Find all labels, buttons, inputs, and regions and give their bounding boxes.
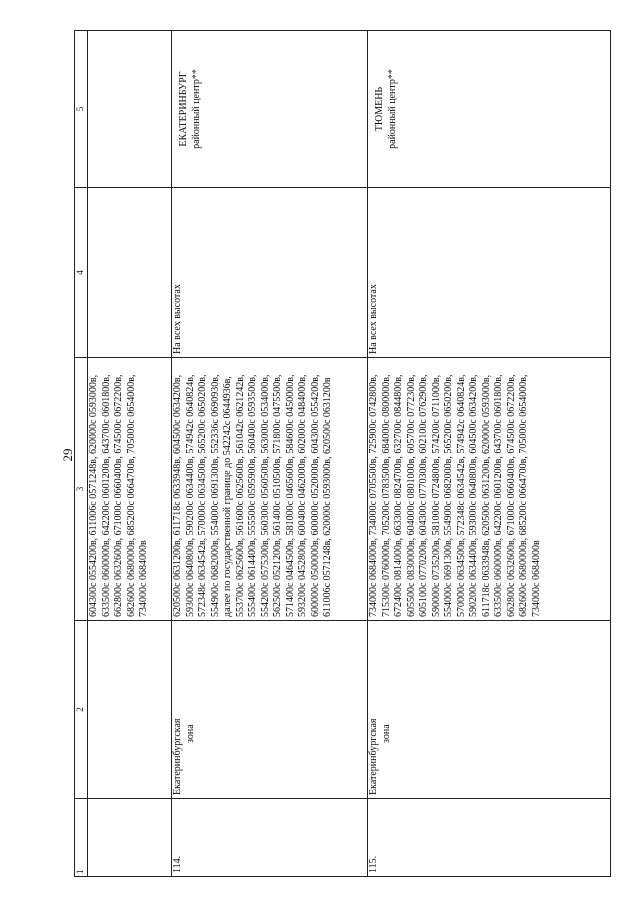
center-type: районный центр**	[190, 69, 202, 149]
zone-name-line: Екатеринбургская	[172, 718, 183, 795]
zone-name-line: зона	[380, 724, 392, 743]
altitude: На всех высотах	[172, 188, 368, 358]
district-center	[172, 31, 368, 188]
zone-name-line: зона	[184, 724, 196, 743]
coord-line: 662800с 0632600в, 671000с 0660400в, 674500с 0672200в,	[505, 374, 517, 617]
zone-boundary-coordinates	[172, 358, 368, 621]
coord-line: 604300с 0554200в, 611006с 0571248в, 620000с 0593000в,	[88, 374, 99, 617]
district-center	[368, 31, 611, 188]
table-row	[368, 31, 611, 877]
continuation-coordinates	[88, 358, 172, 621]
coord-line: 734000с 0684000в	[138, 540, 149, 617]
header-col-2: 2	[75, 621, 88, 799]
zone-name	[368, 621, 611, 799]
coord-line: 734000с 0684000в, 734000с 0705500в, 725900с 0742800в,	[368, 374, 379, 617]
header-col-4: 4	[75, 188, 88, 358]
coord-line: 590000с 0735200в, 581000с 0724800в, 574200с 0711000в,	[430, 374, 442, 617]
coord-line: 554900с 0682000в, 554000с 0691300в, 552336с 0690930в,	[209, 374, 221, 617]
coord-line: 553700с 0625600в, 561600с 0625600в, 561042с 0621242в,	[234, 374, 246, 617]
coord-line: 715300с 0760000в, 705200с 0783500в, 684000с 0800000в,	[380, 374, 392, 617]
coord-line: 605500с 0830000в, 604000с 0801000в, 605700с 0772300в,	[405, 374, 417, 617]
coord-line: 633500с 0600000в, 642200с 0601200в, 643700с 0601800в,	[100, 374, 112, 617]
coord-line: 590200с 0634400в, 593000с 0640800в, 604500с 0634200в,	[468, 374, 479, 617]
zone-name	[172, 621, 368, 799]
coord-line: 662800с 0632600в, 671000с 0660400в, 674500с 0672200в,	[113, 374, 124, 617]
coord-line: 593200с 0452800в, 600400с 0462000в, 602000с 0484000в,	[297, 374, 308, 617]
coord-line: 682600с 0680000в, 685200с 0664700в, 705000с 0654000в,	[125, 374, 137, 617]
continuation-empty-4	[88, 188, 172, 358]
altitude: На всех высотах	[368, 188, 611, 358]
header-col-1: 1	[75, 799, 88, 877]
continuation-empty-1	[88, 799, 172, 877]
coord-line: 571400с 0464500в, 581000с 0465600в, 584600с 0450000в,	[284, 374, 296, 617]
coord-line: 593000с 0640800в, 590200с 0634400в, 574942с 0640824в,	[184, 374, 196, 617]
center-name: ТЮМЕНЬ	[374, 86, 385, 132]
center-name: ЕКАТЕРИНБУРГ	[178, 71, 189, 147]
zone-name-line: Екатеринбургская	[368, 718, 379, 795]
coord-line: 734000с 0684000в	[530, 540, 542, 617]
row-number: 114.	[172, 799, 368, 877]
coord-line: далее по государственной границе до 542242с 0644936в,	[222, 376, 233, 617]
coord-line: 600000с 0500000в, 600000с 0520000в, 604300с 0554200в,	[309, 374, 321, 617]
header-col-5: 5	[75, 31, 88, 188]
continuation-empty-5	[88, 31, 172, 188]
zone-boundary-coordinates	[368, 358, 611, 621]
coord-line: 611006с 0571248в, 620000с 0593000в, 620500с 0631200в	[322, 377, 333, 617]
continuation-empty-2	[88, 621, 172, 799]
coord-line: 562500с 0521200в, 561400с 0510500в, 571800с 0475500в,	[272, 374, 283, 617]
airspace-zones-table	[74, 30, 611, 877]
coord-line: 554000с 0691300в, 554900с 0682000в, 565200с 0650200в,	[443, 374, 454, 617]
coord-line: 570000с 0634500в, 572348с 0634542в, 574942с 0640824в,	[455, 374, 467, 617]
coord-line: 555400с 0614400в, 555500с 0595900в, 560400с 0593500в,	[247, 374, 258, 617]
center-type: районный центр**	[386, 69, 398, 149]
coord-line: 611718с 0633948в, 620500с 0631200в, 620000с 0593000в,	[480, 374, 492, 617]
coord-line: 682600с 0680000в, 685200с 0664700в, 705000с 0654000в,	[518, 374, 529, 617]
coord-line: 672400с 0814000в, 663300с 0824700в, 632700с 0844800в,	[393, 374, 404, 617]
coord-line: 633500с 0600000в, 642200с 0601200в, 643700с 0601800в,	[493, 374, 504, 617]
coord-line: 554200с 0575300в, 560300с 0560500в, 563000с 0534000в,	[259, 374, 271, 617]
continuation-row	[88, 31, 172, 877]
coord-line: 572348с 0634542в, 570000с 0634500в, 565200с 0650200в,	[197, 374, 208, 617]
header-row	[75, 31, 88, 877]
table-row	[172, 31, 368, 877]
page-number: 29	[60, 448, 75, 462]
header-col-3: 3	[75, 358, 88, 621]
coord-line: 620500с 0631200в, 611718с 0633948в, 604500с 0634200в,	[172, 374, 183, 617]
row-number: 115.	[368, 799, 611, 877]
coord-line: 605100с 0770200в, 604300с 0770300в, 602100с 0762900в,	[418, 374, 429, 617]
